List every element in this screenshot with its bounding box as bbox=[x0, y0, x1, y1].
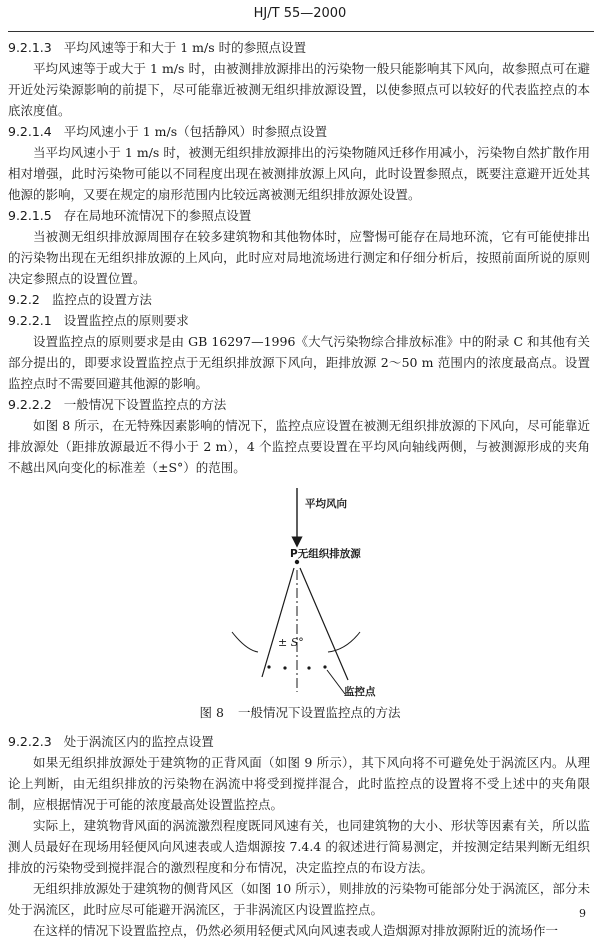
heading-9-2-1-4 bbox=[0, 121, 600, 142]
header-divider bbox=[8, 31, 594, 32]
heading-9-2-2 bbox=[0, 289, 600, 310]
page-content bbox=[0, 37, 600, 941]
monitoring-point-label: 监控点 bbox=[344, 686, 376, 698]
heading-9-2-2-2 bbox=[0, 394, 600, 415]
section-title: 设置监控点的原则要求 bbox=[63, 313, 189, 328]
section-title: 平均风速等于和大于 1 m/s 时的参照点设置 bbox=[63, 40, 307, 55]
paragraph-9-2-2-3-d: 在这样的情况下设置监控点，仍然必须用轻便式风向风速表或人造烟源对排放源附近的流场作一 bbox=[33, 923, 559, 938]
section-title: 监控点的设置方法 bbox=[51, 292, 152, 307]
sector-boundary-right bbox=[300, 568, 348, 680]
paragraph-9-2-1-4: 当平均风速小于 1 m/s 时，被测无组织排放源排出的污染物随风迁移作用减小，污染物自然扩散作用相对增强，此时污染物可能以不同程度出现在被测排放源上风向，此时设置参照点，既要注意避开近处其他源的影响，又要在规定的扇形范围内比较远离被测无组织排放源处设置。 bbox=[8, 145, 590, 202]
section-number: 9.2.1.4 bbox=[8, 124, 52, 139]
section-number: 9.2.1.5 bbox=[8, 208, 52, 223]
angle-label: ± S° bbox=[278, 636, 304, 649]
paragraph-9-2-2-1: 设置监控点的原则要求是由 GB 16297—1996《大气污染物综合排放标准》中的附录 C 和其他有关部分提出的，即要求设置监控点于无组织排放源下风向，距排放源 2～50 m 范围内的浓度最高点。设置监控点时不需要回避其他源的影响。 bbox=[8, 334, 590, 391]
paragraph-9-2-1-3: 平均风速等于或大于 1 m/s 时，由被测排放源排出的污染物一般只能影响其下风向，故参照点可在避开近处污染源影响的前提下，尽可能靠近被测无组织排放源设置，以使参照点可以较好的代表监控点的本底浓度值。 bbox=[8, 61, 590, 118]
page-number: 9 bbox=[579, 907, 586, 920]
paragraph-9-2-2-2: 如图 8 所示，在无特殊因素影响的情况下，监控点应设置在被测无组织排放源的下风向，尽可能靠近排放源处（距排放源最近不得小于 2 m），4 个监控点要设置在平均风向轴线两侧，与被测源形成的夹角不越出风向变化的标准差（±S°）的范围。 bbox=[8, 418, 590, 475]
page-header bbox=[0, 6, 600, 28]
heading-9-2-2-3 bbox=[0, 731, 600, 752]
monitoring-point bbox=[267, 665, 270, 668]
section-title: 平均风速小于 1 m/s（包括静风）时参照点设置 bbox=[63, 124, 328, 139]
section-number: 9.2.2.2 bbox=[8, 397, 52, 412]
paragraph-9-2-2-3-c: 无组织排放源处于建筑物的侧背风区（如图 10 所示），则排放的污染物可能部分处于涡流区，部分未处于涡流区，此时应尽可能避开涡流区，于非涡流区内设置监控点。 bbox=[8, 881, 590, 917]
heading-9-2-1-5 bbox=[0, 205, 600, 226]
paragraph-9-2-2-3-b: 实际上，建筑物背风面的涡流激烈程度既同风速有关，也同建筑物的大小、形状等因素有关，所以监测人员最好在现场用轻便风向风速表或人造烟源按 7.4.4 的叙述进行简易测定，并按测定结果判断无组织排放的污染物受到搅拌混合的激烈程度和分布情况，决定监控点的布设方法。 bbox=[8, 818, 590, 875]
heading-9-2-1-3 bbox=[0, 37, 600, 58]
angle-arc-left bbox=[232, 632, 258, 652]
angle-arc-right bbox=[328, 632, 360, 652]
section-title: 一般情况下设置监控点的方法 bbox=[63, 397, 227, 412]
paragraph-9-2-1-5: 当被测无组织排放源周围存在较多建筑物和其他物体时，应警惕可能存在局地环流，它有可能使排出的污染物出现在无组织排放源的上风向，此时应对局地流场进行测定和仔细分析后，按照前面所说的原则决定参照点的设置位置。 bbox=[8, 229, 590, 286]
figure-8 bbox=[0, 482, 600, 702]
section-number: 9.2.1.3 bbox=[8, 40, 52, 55]
standard-code: HJ/T 55—2000 bbox=[253, 6, 347, 21]
figure-8-diagram bbox=[0, 482, 600, 702]
figure-8-caption bbox=[0, 702, 600, 723]
caption-text: 一般情况下设置监控点的方法 bbox=[237, 705, 401, 720]
monitoring-point bbox=[307, 666, 310, 669]
section-title: 处于涡流区内的监控点设置 bbox=[63, 734, 214, 749]
sector-boundary-left bbox=[262, 568, 294, 677]
caption-number: 图 8 bbox=[199, 705, 224, 720]
section-number: 9.2.2 bbox=[8, 292, 40, 307]
section-title: 存在局地环流情况下的参照点设置 bbox=[63, 208, 252, 223]
monitoring-point bbox=[323, 665, 326, 668]
section-number: 9.2.2.3 bbox=[8, 734, 52, 749]
wind-direction-label: 平均风向 bbox=[305, 498, 347, 510]
paragraph-9-2-2-3-a: 如果无组织排放源处于建筑物的正背风面（如图 9 所示），其下风向将不可避免处于涡流区内。从理论上判断，由无组织排放的污染物在涡流中将受到搅拌混合，此时监控点的设置将不受上述中的夹角限制，应根据情况于可能的浓度最高处设置监控点。 bbox=[8, 755, 590, 812]
source-label: P无组织排放源 bbox=[290, 548, 361, 560]
section-number: 9.2.2.1 bbox=[8, 313, 52, 328]
heading-9-2-2-1 bbox=[0, 310, 600, 331]
monitoring-point-leader bbox=[327, 670, 345, 694]
monitoring-point bbox=[283, 666, 286, 669]
